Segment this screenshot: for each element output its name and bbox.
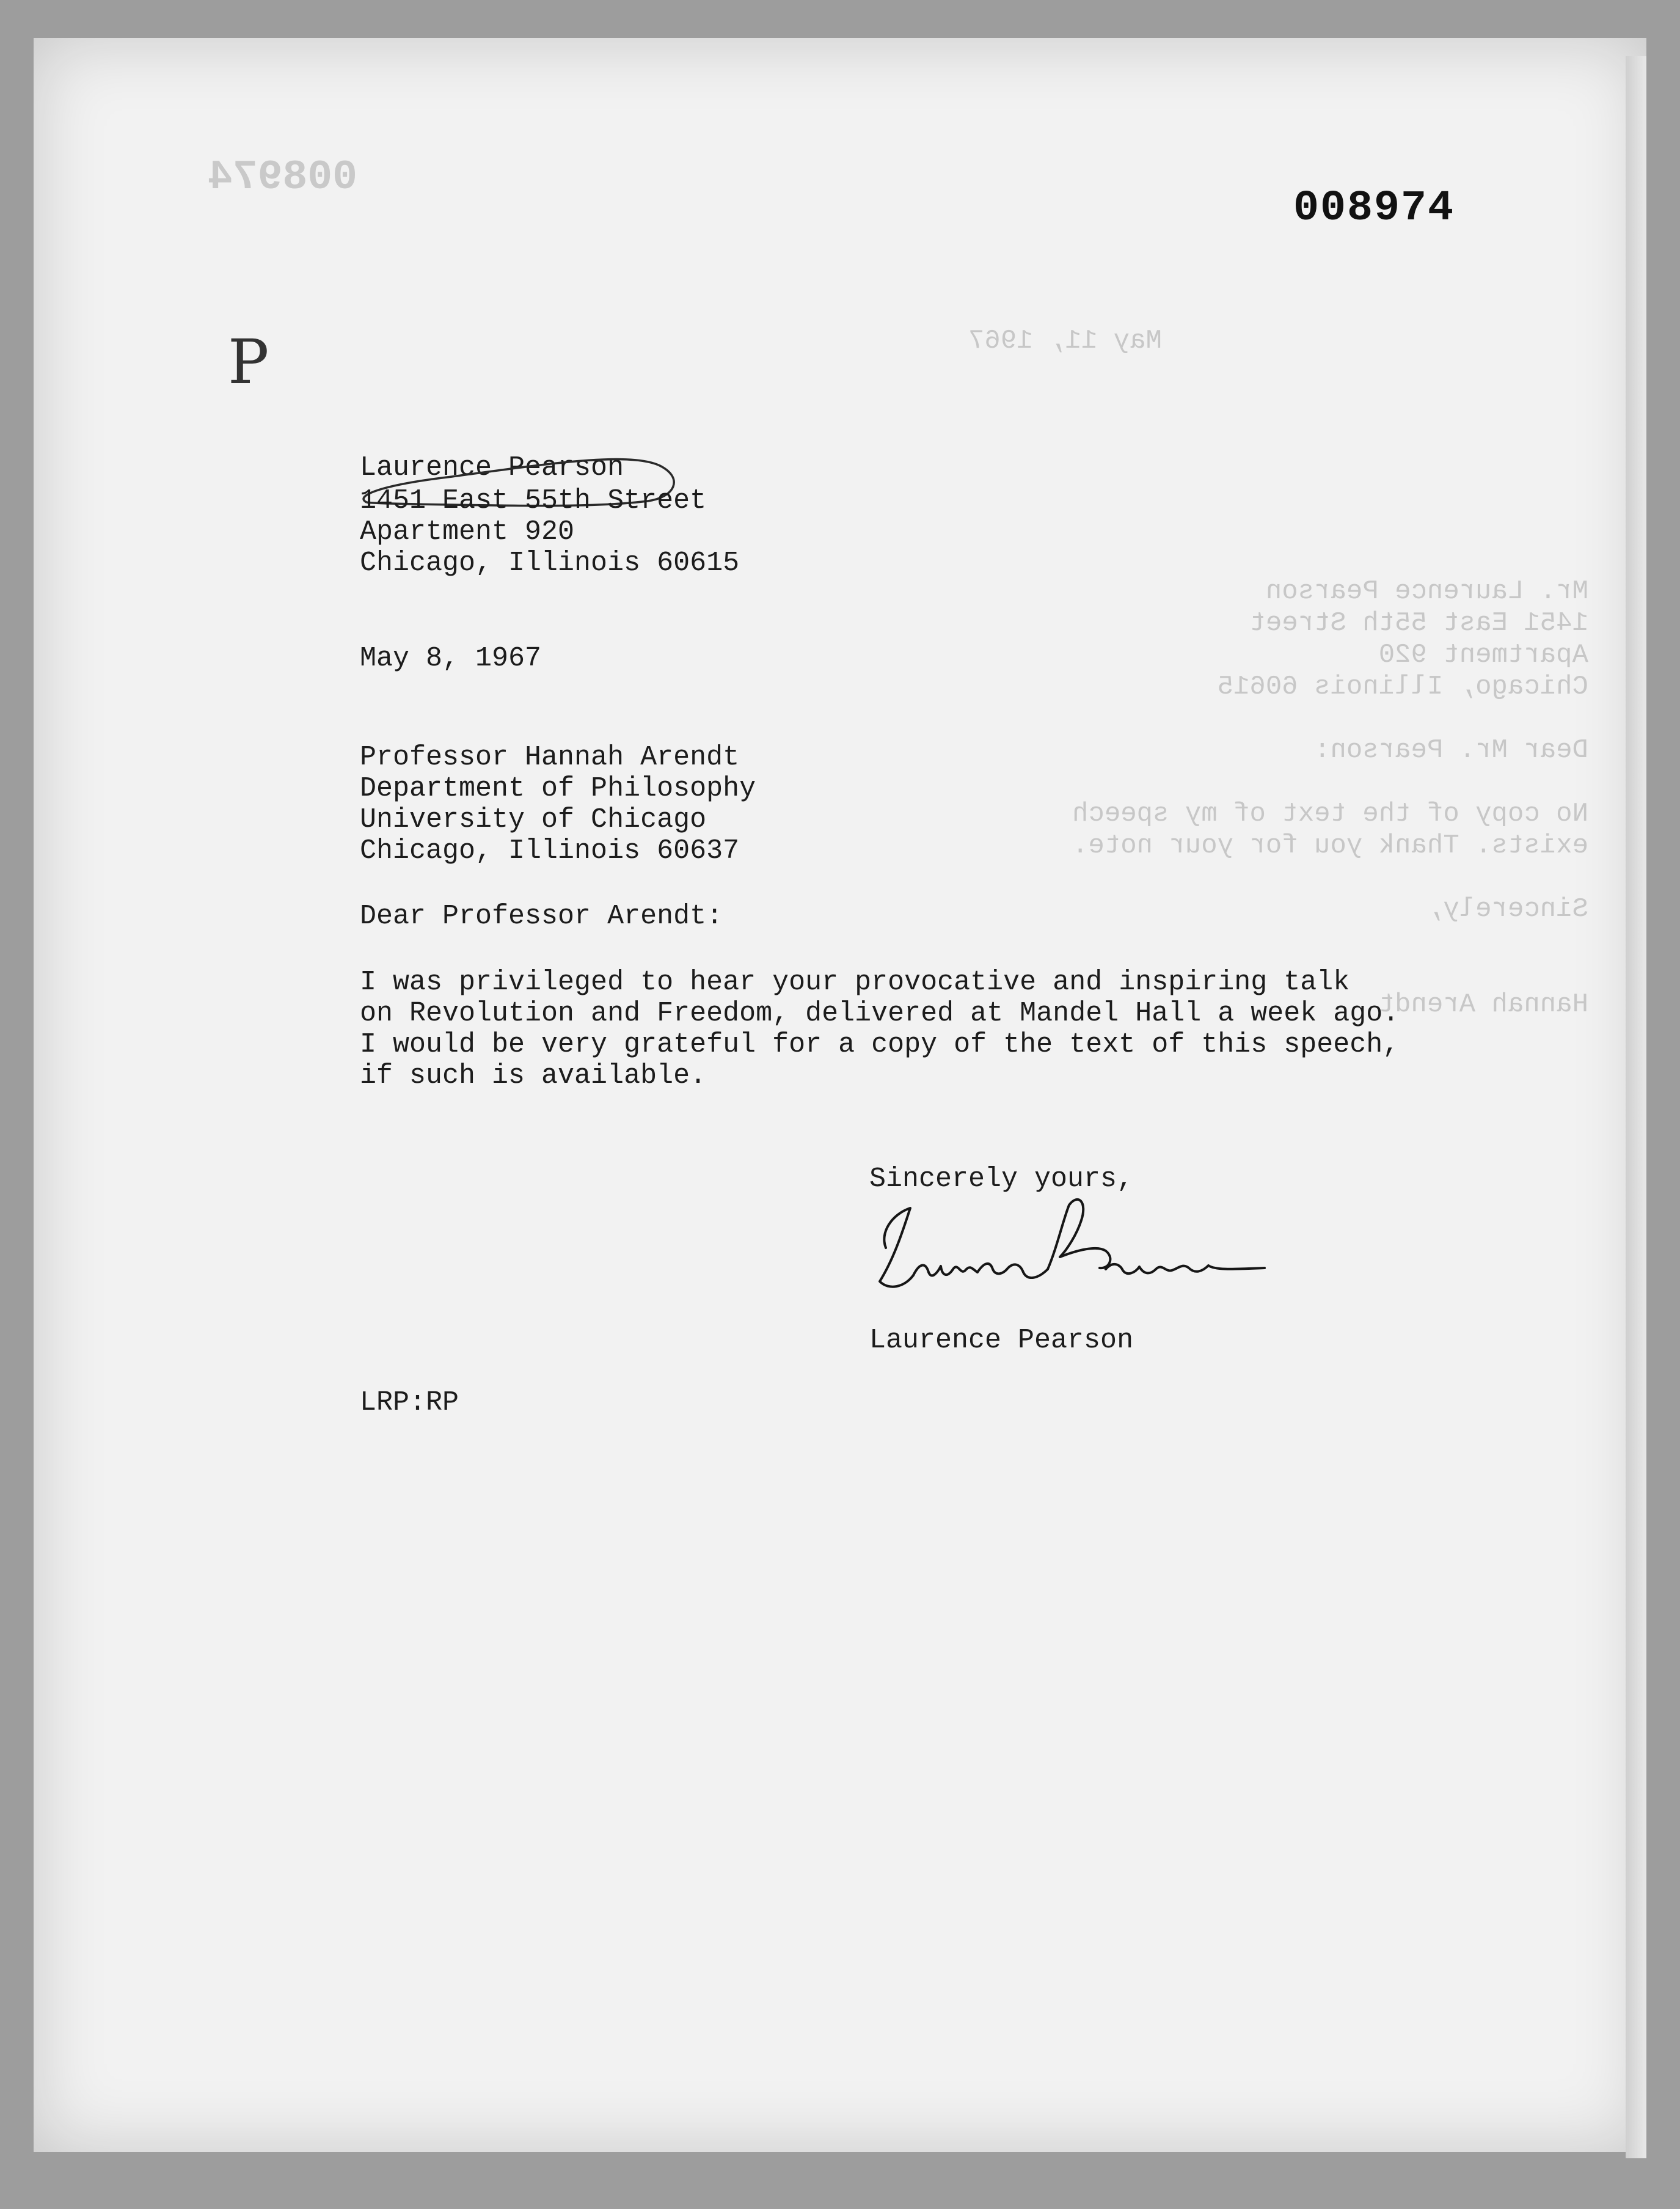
document-number: 008974 [1293, 185, 1455, 233]
sender-name: Laurence Pearson [360, 452, 624, 483]
sender-address-line: Chicago, Illinois 60615 [360, 548, 740, 579]
sender-address-line: Apartment 920 [360, 516, 575, 548]
handwritten-signature [867, 1190, 1283, 1306]
recipient-line: Chicago, Illinois 60637 [360, 835, 740, 866]
reference-initials: LRP:RP [360, 1387, 459, 1418]
body-line: I was privileged to hear your provocative and inspiring talk [360, 967, 1350, 998]
closing: Sincerely yours, [869, 1163, 1134, 1195]
letter-date: May 8, 1967 [360, 643, 542, 674]
sender-address-line: 1451 East 55th Street [360, 485, 707, 516]
bleed-through-text: Mr. Laurence Pearson 1451 East 55th Street Apartment 920 Chicago, Illinois 60615 Dear Mr. Pearson: No copy of the text of my speech exists. Thank you for your note. Sincerely, Hannah Arendt [1072, 576, 1588, 1020]
signer-name: Laurence Pearson [869, 1325, 1134, 1356]
letter-page [34, 38, 1646, 2152]
paper-edge [1626, 56, 1646, 2158]
handwritten-mark: P [228, 326, 269, 398]
recipient-line: Department of Philosophy [360, 773, 756, 804]
recipient-line: Professor Hannah Arendt [360, 742, 740, 773]
body-line: I would be very grateful for a copy of the text of this speech, [360, 1029, 1400, 1060]
salutation: Dear Professor Arendt: [360, 901, 723, 932]
body-line: if such is available. [360, 1060, 707, 1091]
bleed-through-text: May 11, 1967 [968, 326, 1162, 356]
document-number-ghost: 008974 [208, 154, 357, 201]
recipient-line: University of Chicago [360, 804, 707, 835]
body-line: on Revolution and Freedom, delivered at Mandel Hall a week ago. [360, 998, 1400, 1029]
